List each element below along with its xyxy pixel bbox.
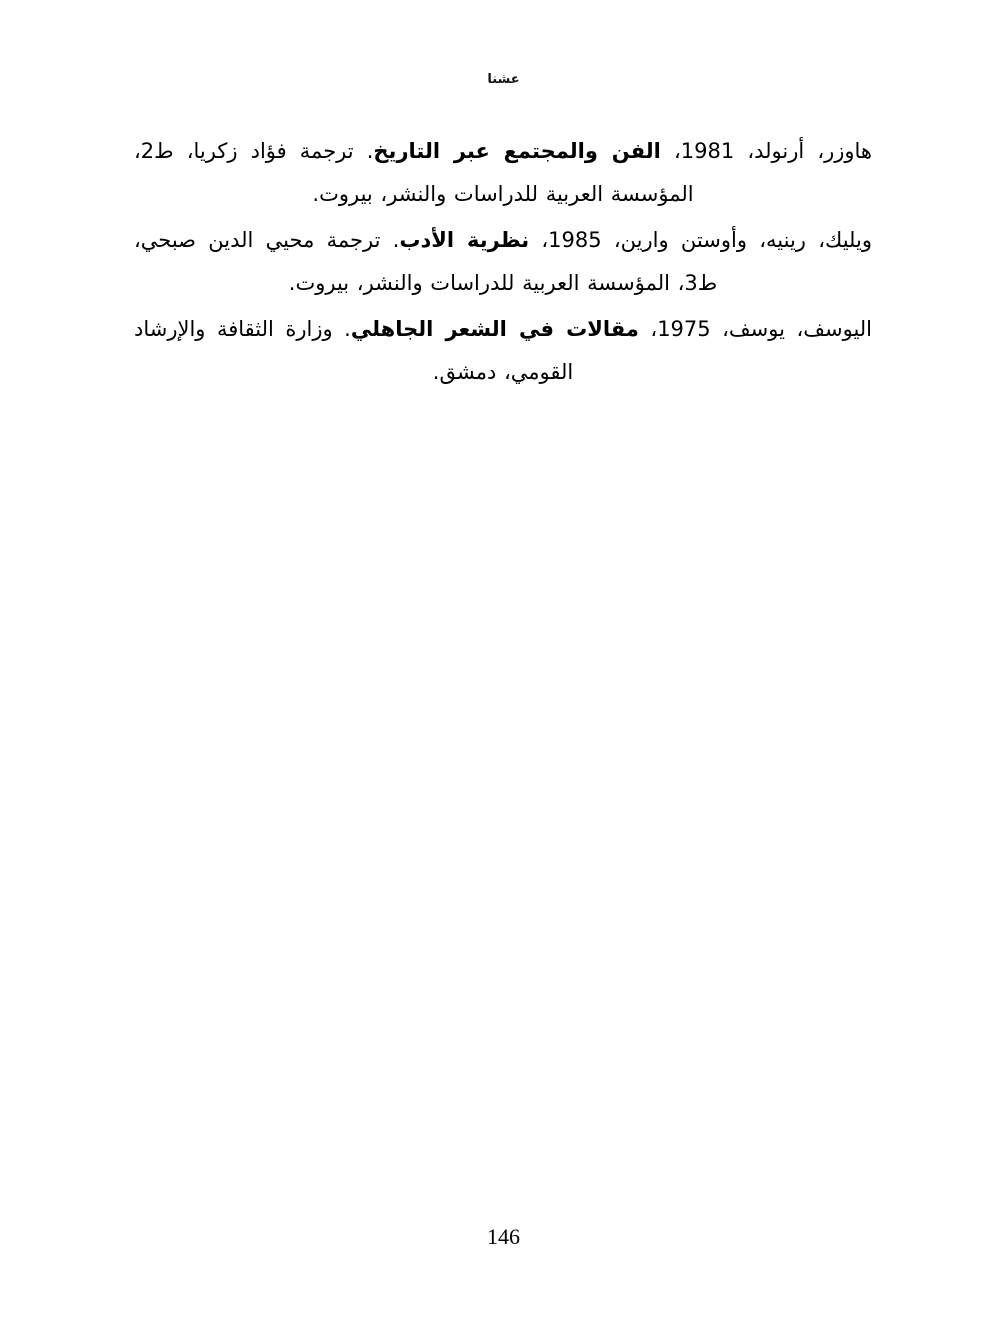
references-list bbox=[134, 130, 872, 397]
reference-title: الفن والمجتمع عبر التاريخ bbox=[373, 139, 661, 163]
reference-title: مقالات في الشعر الجاهلي bbox=[350, 317, 639, 342]
reference-title: نظرية الأدب bbox=[399, 228, 530, 253]
reference-entry bbox=[134, 130, 872, 216]
reference-entry bbox=[134, 308, 872, 394]
reference-text: اليوسف، يوسف، 1975، bbox=[638, 317, 873, 342]
reference-text: . ترجمة محيي الدين صبحي، ط3، المؤسسة العربية للدراسات والنشر، بيروت. bbox=[134, 228, 718, 296]
reference-text: . وزارة الثقافة والإرشاد القومي، دمشق. bbox=[134, 317, 574, 385]
reference-text: ويليك، رينيه، وأوستن وارين، 1985، bbox=[529, 228, 872, 253]
reference-text: هاوزر، أرنولد، 1981، bbox=[660, 139, 872, 163]
page-number: 146 bbox=[487, 1224, 520, 1249]
running-header: عشنا bbox=[487, 72, 520, 87]
reference-text: . ترجمة فؤاد زكريا، ط2، المؤسسة العربية للدراسات والنشر، بيروت. bbox=[134, 139, 694, 207]
reference-entry bbox=[134, 219, 872, 305]
